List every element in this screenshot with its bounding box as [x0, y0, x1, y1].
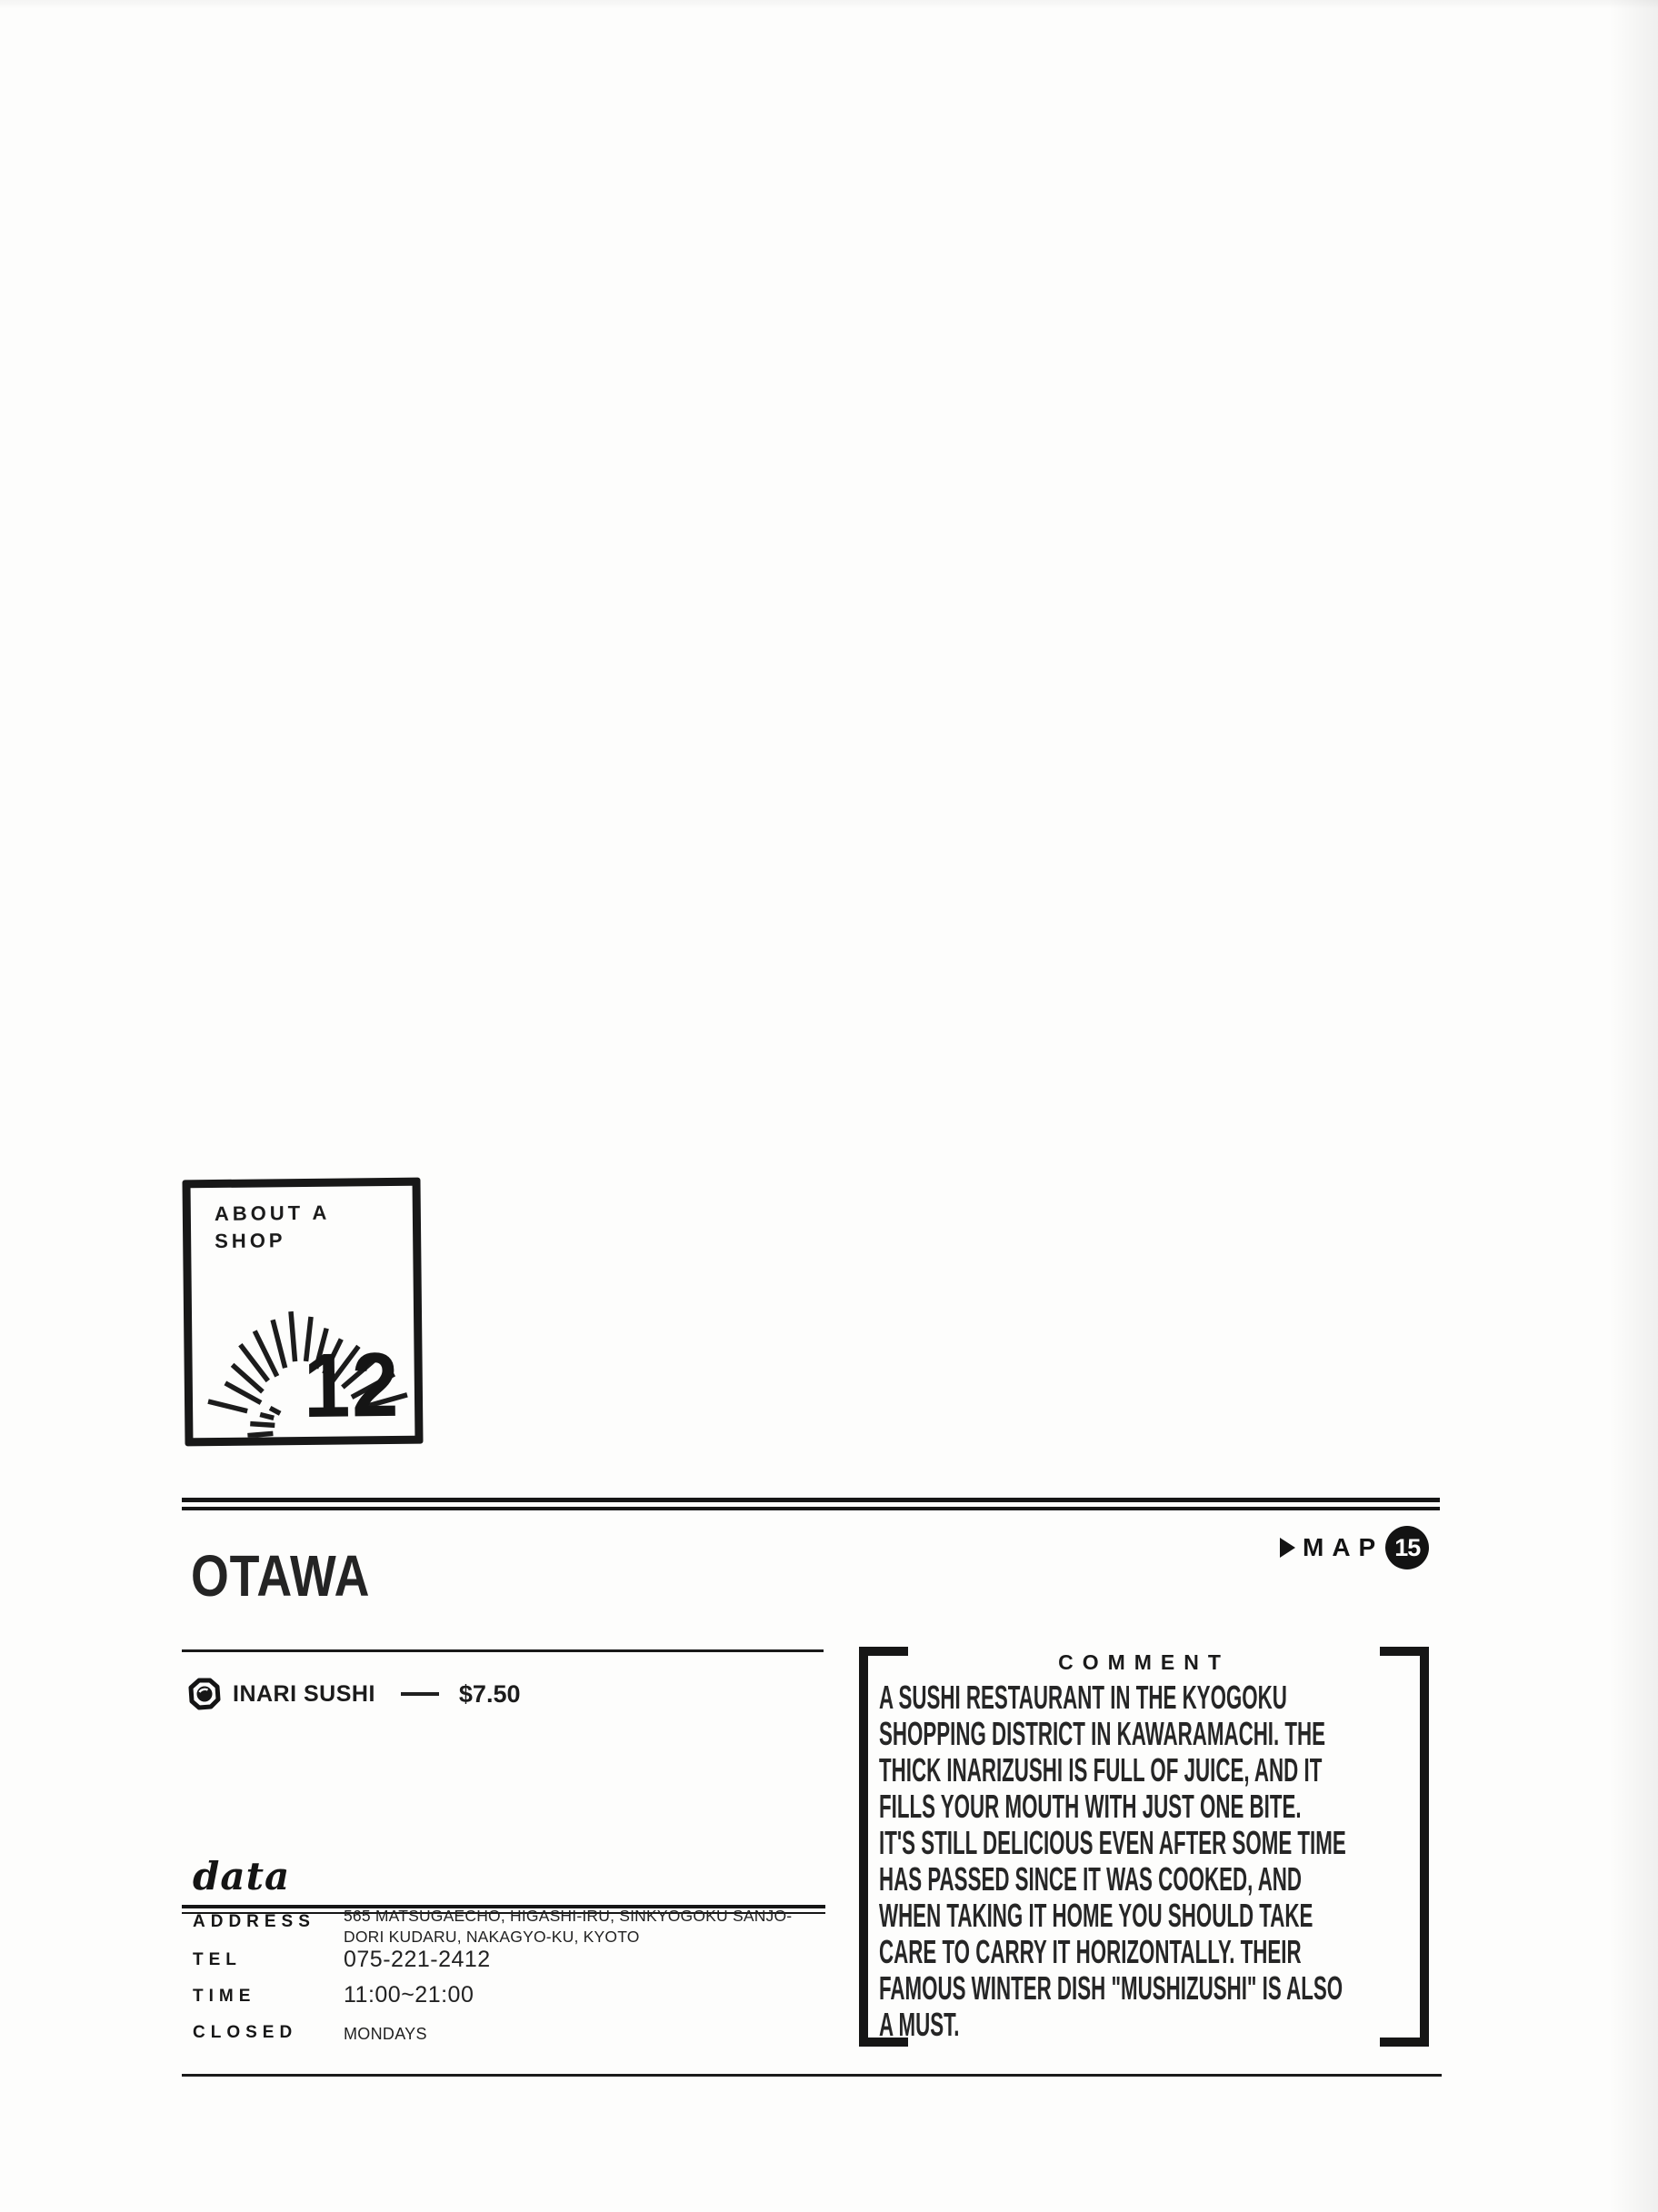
comment-box-right-bracket	[1420, 1647, 1429, 2047]
comment-heading: COMMENT	[1058, 1650, 1230, 1674]
sushi-icon	[187, 1677, 222, 1711]
menu-item-row	[187, 1677, 520, 1711]
scan-edge-shadow-top	[0, 0, 1658, 9]
menu-item-name: INARI SUSHI	[233, 1680, 375, 1707]
comment-line: FAMOUS WINTER DISH "MUSHIZUSHI" IS ALSO	[879, 1969, 1343, 2007]
stamp-label-line2: SHOP	[215, 1229, 286, 1253]
page-title: OTAWA	[191, 1543, 371, 1609]
map-number-badge: 15	[1385, 1526, 1429, 1569]
data-section-heading: data	[193, 1854, 291, 1898]
footer-rule	[182, 2074, 1442, 2077]
time-label: TIME	[193, 1987, 256, 2006]
comment-line: FILLS YOUR MOUTH WITH JUST ONE BITE.	[879, 1788, 1302, 1825]
about-a-shop-stamp	[182, 1178, 423, 1447]
title-underline	[182, 1649, 824, 1652]
map-arrow-icon	[1280, 1538, 1295, 1558]
stamp-label-line1: ABOUT A	[214, 1201, 331, 1226]
comment-box	[859, 1647, 1429, 2047]
tel-label: TEL	[193, 1950, 242, 1969]
comment-box-left-bracket	[859, 1647, 868, 2047]
comment-line: THICK INARIZUSHI IS FULL OF JUICE, AND IT	[879, 1751, 1323, 1789]
menu-item-price: $7.50	[458, 1679, 521, 1708]
comment-text	[879, 1679, 1384, 2043]
comment-line: HAS PASSED SINCE IT WAS COOKED, AND	[879, 1860, 1303, 1898]
comment-line: A SUSHI RESTAURANT IN THE KYOGOKU	[879, 1679, 1287, 1716]
stamp-number: 12	[303, 1333, 401, 1437]
comment-line: WHEN TAKING IT HOME YOU SHOULD TAKE	[879, 1897, 1313, 1934]
map-label: MAP	[1303, 1533, 1384, 1561]
scan-edge-shadow	[1609, 0, 1658, 2212]
closed-label: CLOSED	[193, 2023, 298, 2042]
address-value: 565 MATSUGAECHO, HIGASHI-IRU, SINKYOGOKU SANJO-DORI KUDARU, NAKAGYO-KU, KYOTO	[344, 1907, 793, 1946]
address-label: ADDRESS	[193, 1912, 315, 1931]
tel-value: 075-221-2412	[344, 1947, 491, 1972]
comment-box-corner	[1380, 2038, 1429, 2047]
comment-line: IT'S STILL DELICIOUS EVEN AFTER SOME TIME	[879, 1824, 1346, 1861]
menu-dash	[401, 1692, 439, 1696]
comment-line: CARE TO CARRY IT HORIZONTALLY. THEIR	[879, 1933, 1302, 1970]
header-double-rule	[182, 1498, 1440, 1510]
comment-line: A MUST.	[879, 2006, 960, 2043]
time-value: 11:00~21:00	[344, 1982, 474, 2008]
closed-value: MONDAYS	[344, 2025, 427, 2043]
comment-line: SHOPPING DISTRICT IN KAWARAMACHI. THE	[879, 1715, 1326, 1752]
map-reference	[1280, 1526, 1429, 1569]
